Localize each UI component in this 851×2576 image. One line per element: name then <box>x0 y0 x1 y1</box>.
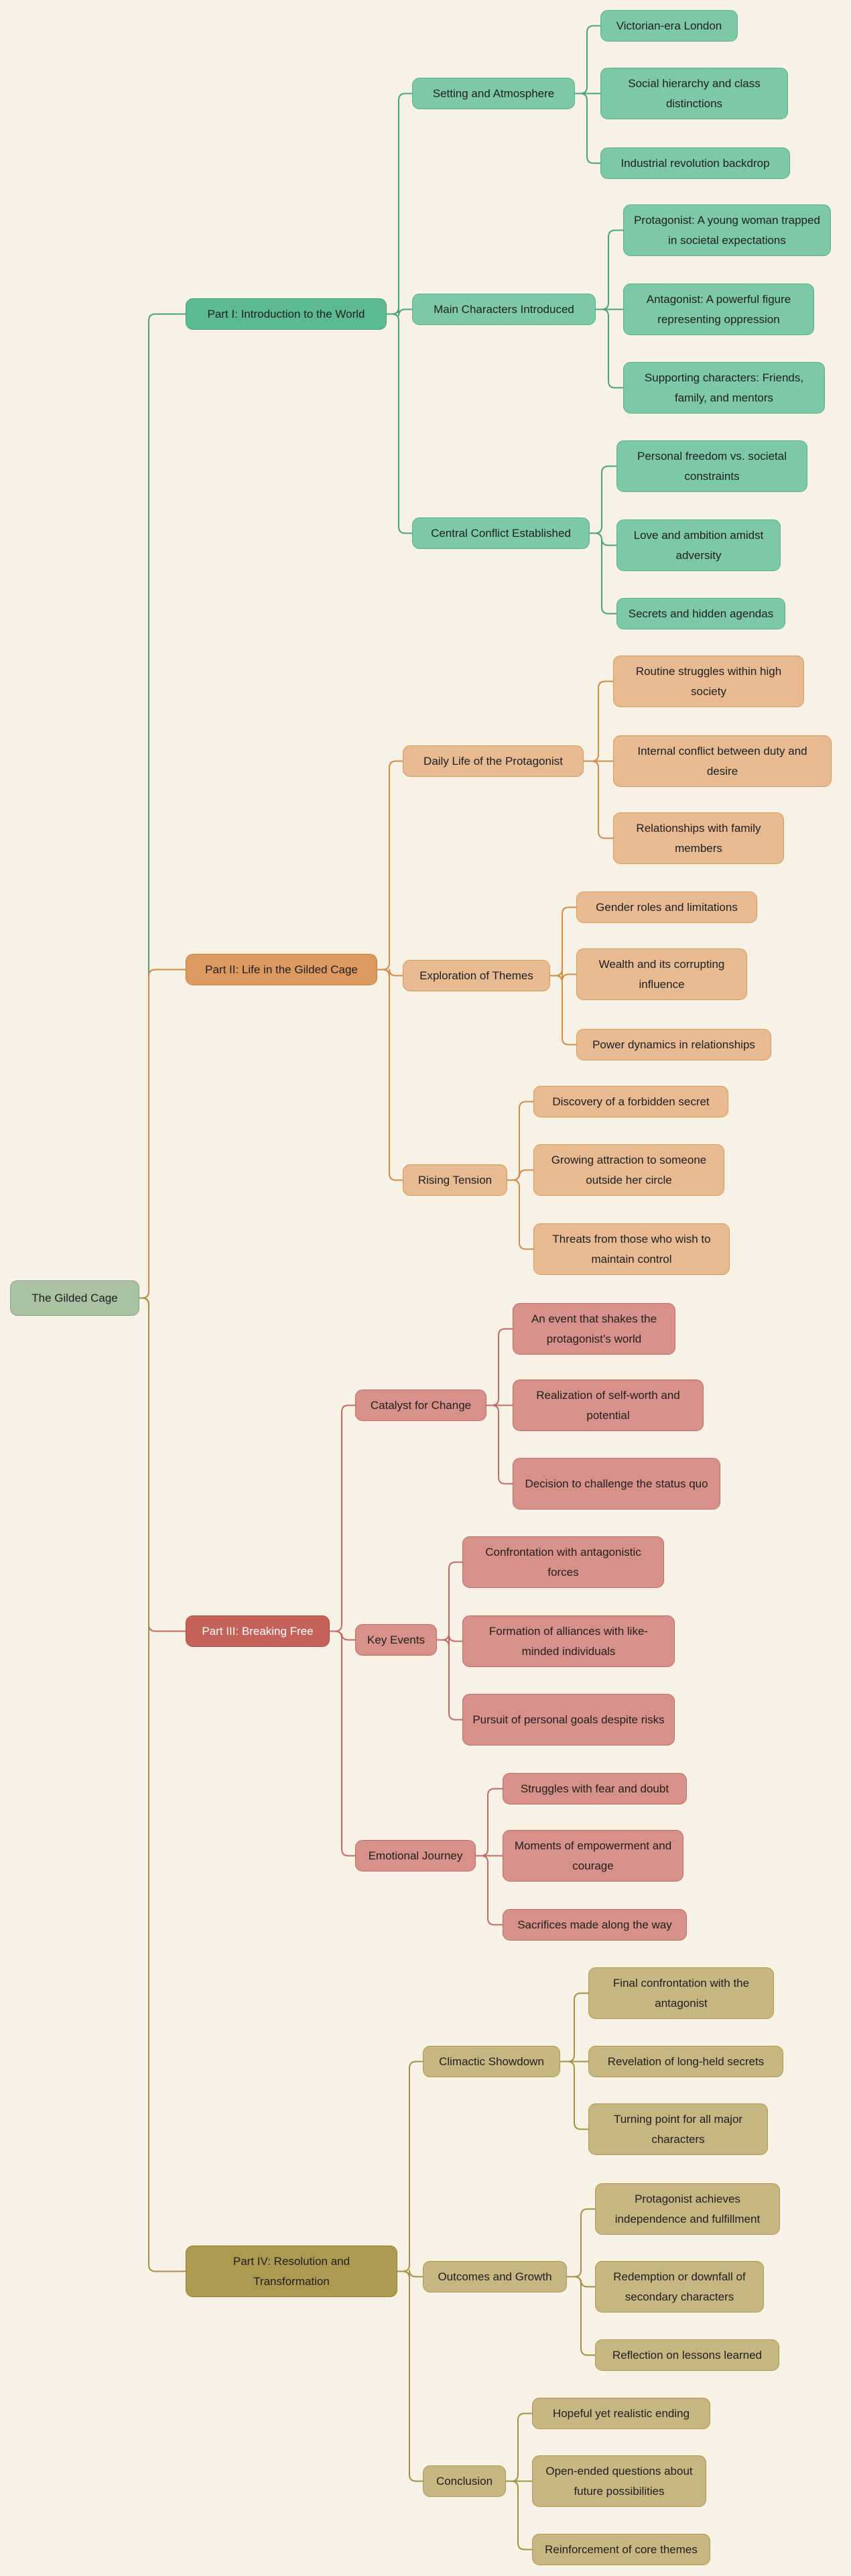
connector-root-to-part-2 <box>139 970 186 1298</box>
leaf-node[interactable]: Reinforcement of core themes <box>532 2534 710 2565</box>
leaf-node[interactable]: Hopeful yet realistic ending <box>532 2398 710 2429</box>
connector-part-4-topic-1-leaf-0 <box>567 2209 595 2277</box>
topic-node[interactable]: Outcomes and Growth <box>423 2261 567 2292</box>
leaf-node[interactable]: Social hierarchy and class distinctions <box>600 68 788 119</box>
connector-part-3-topic-0-leaf-0 <box>486 1329 513 1406</box>
branch-label-part-4[interactable]: Part IV: Resolution and Transformation <box>186 2246 397 2297</box>
leaf-node[interactable]: Internal conflict between duty and desire <box>613 735 832 787</box>
connector-part-1-topic-1-leaf-2 <box>596 310 623 388</box>
connector-part-2-topic-2-leaf-1 <box>507 1170 533 1180</box>
leaf-node[interactable]: Realization of self-worth and potential <box>513 1379 704 1431</box>
connector-part-4-topic-2-leaf-0 <box>506 2414 532 2481</box>
leaf-node[interactable]: Revelation of long-held secrets <box>588 2046 783 2077</box>
connector-part-1-topic-0-leaf-2 <box>575 94 600 164</box>
connector-part-2-topic-1-leaf-0 <box>550 908 576 976</box>
connector-part-4-topic-2 <box>397 2272 423 2481</box>
leaf-node[interactable]: Wealth and its corrupting influence <box>576 948 747 1000</box>
leaf-node[interactable]: Supporting characters: Friends, family, and mentors <box>623 362 825 414</box>
topic-node[interactable]: Daily Life of the Protagonist <box>403 745 584 777</box>
connector-part-3-topic-2 <box>330 1632 355 1856</box>
leaf-node[interactable]: Final confrontation with the antagonist <box>588 1967 774 2019</box>
leaf-node[interactable]: Relationships with family members <box>613 812 784 864</box>
topic-node[interactable]: Key Events <box>355 1624 437 1656</box>
root-node[interactable]: The Gilded Cage <box>10 1280 139 1316</box>
leaf-node[interactable]: Confrontation with antagonistic forces <box>462 1536 664 1588</box>
connector-part-4-topic-0 <box>397 2062 423 2272</box>
leaf-node[interactable]: Threats from those who wish to maintain control <box>533 1223 730 1275</box>
branch-label-part-1[interactable]: Part I: Introduction to the World <box>186 298 387 330</box>
connector-part-3-topic-2-leaf-2 <box>476 1856 503 1925</box>
leaf-node[interactable]: Formation of alliances with like-minded individuals <box>462 1615 675 1667</box>
leaf-node[interactable]: Routine struggles within high society <box>613 656 804 707</box>
connector-part-3-topic-1-leaf-0 <box>437 1562 462 1640</box>
connector-part-4-topic-1-leaf-2 <box>567 2277 595 2355</box>
connector-root-to-part-4 <box>139 1298 186 2272</box>
connector-part-3-topic-0-leaf-2 <box>486 1406 513 1484</box>
connector-root-to-part-1 <box>139 314 186 1298</box>
leaf-node[interactable]: Growing attraction to someone outside her circle <box>533 1144 724 1196</box>
connector-root-to-part-3 <box>139 1298 186 1632</box>
leaf-node[interactable]: Redemption or downfall of secondary characters <box>595 2261 764 2313</box>
leaf-node[interactable]: Pursuit of personal goals despite risks <box>462 1694 675 1745</box>
connector-part-2-topic-1-leaf-2 <box>550 976 576 1045</box>
connector-part-4-topic-0-leaf-2 <box>560 2062 588 2130</box>
leaf-node[interactable]: Decision to challenge the status quo <box>513 1458 720 1510</box>
topic-node[interactable]: Central Conflict Established <box>412 517 590 549</box>
leaf-node[interactable]: Gender roles and limitations <box>576 892 757 923</box>
topic-node[interactable]: Exploration of Themes <box>403 960 550 991</box>
connector-part-3-topic-1-leaf-2 <box>437 1640 462 1720</box>
topic-node[interactable]: Emotional Journey <box>355 1840 476 1872</box>
connector-part-1-topic-2-leaf-1 <box>590 534 616 546</box>
leaf-node[interactable]: Personal freedom vs. societal constraints <box>616 440 807 492</box>
leaf-node[interactable]: Secrets and hidden agendas <box>616 598 785 629</box>
branch-label-part-2[interactable]: Part II: Life in the Gilded Cage <box>186 954 377 985</box>
connector-part-3-topic-2-leaf-0 <box>476 1789 503 1856</box>
connector-part-2-topic-0-leaf-0 <box>584 682 613 761</box>
leaf-node[interactable]: Protagonist achieves independence and fulfillment <box>595 2183 780 2235</box>
topic-node[interactable]: Conclusion <box>423 2465 506 2497</box>
connector-part-1-topic-1 <box>387 308 412 316</box>
connector-part-2-topic-0 <box>377 761 403 970</box>
leaf-node[interactable]: Antagonist: A powerful figure representing oppression <box>623 284 814 335</box>
connector-part-4-topic-0-leaf-0 <box>560 1994 588 2062</box>
connector-part-1-topic-0-leaf-0 <box>575 26 600 94</box>
topic-node[interactable]: Rising Tension <box>403 1164 507 1196</box>
leaf-node[interactable]: Sacrifices made along the way <box>503 1909 687 1941</box>
leaf-node[interactable]: Struggles with fear and doubt <box>503 1773 687 1804</box>
connector-part-1-topic-1-leaf-0 <box>596 231 623 310</box>
leaf-node[interactable]: Power dynamics in relationships <box>576 1029 771 1060</box>
connector-part-2-topic-2-leaf-0 <box>507 1102 533 1180</box>
branch-label-part-3[interactable]: Part III: Breaking Free <box>186 1615 330 1647</box>
leaf-node[interactable]: An event that shakes the protagonist’s world <box>513 1303 675 1355</box>
leaf-node[interactable]: Discovery of a forbidden secret <box>533 1086 728 1117</box>
leaf-node[interactable]: Industrial revolution backdrop <box>600 147 790 179</box>
connector-part-2-topic-0-leaf-2 <box>584 761 613 839</box>
leaf-node[interactable]: Open-ended questions about future possibilities <box>532 2455 706 2507</box>
leaf-node[interactable]: Moments of empowerment and courage <box>503 1830 683 1882</box>
leaf-node[interactable]: Victorian-era London <box>600 10 738 42</box>
topic-node[interactable]: Climactic Showdown <box>423 2046 560 2077</box>
leaf-node[interactable]: Protagonist: A young woman trapped in societal expectations <box>623 204 831 256</box>
connector-part-3-topic-0 <box>330 1406 355 1632</box>
leaf-node[interactable]: Turning point for all major characters <box>588 2103 768 2155</box>
connector-part-4-topic-2-leaf-2 <box>506 2481 532 2550</box>
connector-part-2-topic-2-leaf-2 <box>507 1180 533 1249</box>
connector-part-1-topic-2 <box>387 314 412 534</box>
connector-part-1-topic-2-leaf-0 <box>590 467 616 534</box>
connector-part-2-topic-2 <box>377 970 403 1180</box>
topic-node[interactable]: Catalyst for Change <box>355 1390 486 1421</box>
leaf-node[interactable]: Love and ambition amidst adversity <box>616 519 781 571</box>
leaf-node[interactable]: Reflection on lessons learned <box>595 2339 779 2371</box>
connector-part-1-topic-0 <box>387 94 412 314</box>
topic-node[interactable]: Setting and Atmosphere <box>412 78 575 109</box>
topic-node[interactable]: Main Characters Introduced <box>412 294 596 325</box>
